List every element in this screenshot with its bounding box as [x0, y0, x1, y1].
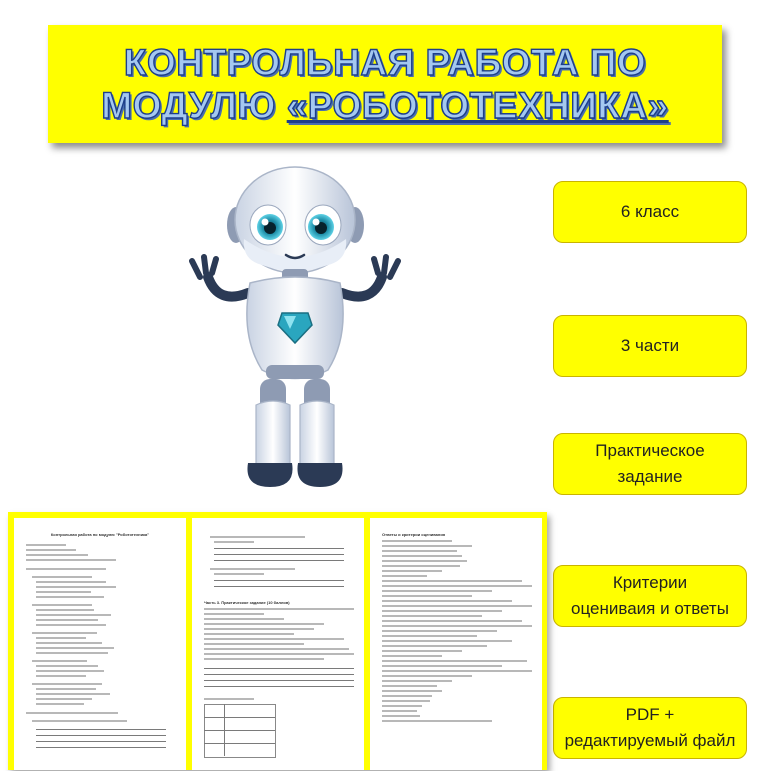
feature-format-line2: редактируемый файл — [564, 731, 736, 750]
feature-parts-text: 3 части — [620, 336, 680, 355]
feature-criteria-line2: оцениваия и ответы — [571, 599, 729, 618]
feature-format — [553, 697, 747, 759]
feature-parts — [553, 315, 747, 377]
robot-illustration — [178, 165, 418, 495]
preview-page-1-title: Контрольная работа по модулю "Робототехника" — [50, 532, 150, 537]
feature-format-line1: PDF + — [625, 705, 675, 724]
document-preview — [8, 512, 547, 770]
feature-grade — [553, 181, 747, 243]
title-line-2 — [101, 84, 668, 127]
preview-page-1 — [14, 518, 186, 770]
preview-page-2 — [192, 518, 364, 770]
feature-criteria — [553, 565, 747, 627]
preview-page-3-heading: Ответы и критерии оценивания — [382, 532, 446, 537]
preview-page-3 — [370, 518, 542, 770]
feature-practical — [553, 433, 747, 495]
title-line-2-underlined: «РОБОТОТЕХНИКА» — [286, 85, 669, 126]
feature-practical-line2: задание — [617, 467, 683, 486]
title-line-1: КОНТРОЛЬНАЯ РАБОТА ПО — [123, 42, 647, 83]
title-banner — [48, 25, 722, 143]
title-line-2-plain: МОДУЛЮ — [101, 85, 287, 126]
feature-criteria-line1: Критерии — [612, 573, 688, 592]
preview-page-2-heading: Часть 3. Практическое задание (10 баллов) — [204, 600, 290, 605]
feature-grade-text: 6 класс — [620, 202, 680, 221]
feature-practical-line1: Практическое — [595, 441, 705, 460]
